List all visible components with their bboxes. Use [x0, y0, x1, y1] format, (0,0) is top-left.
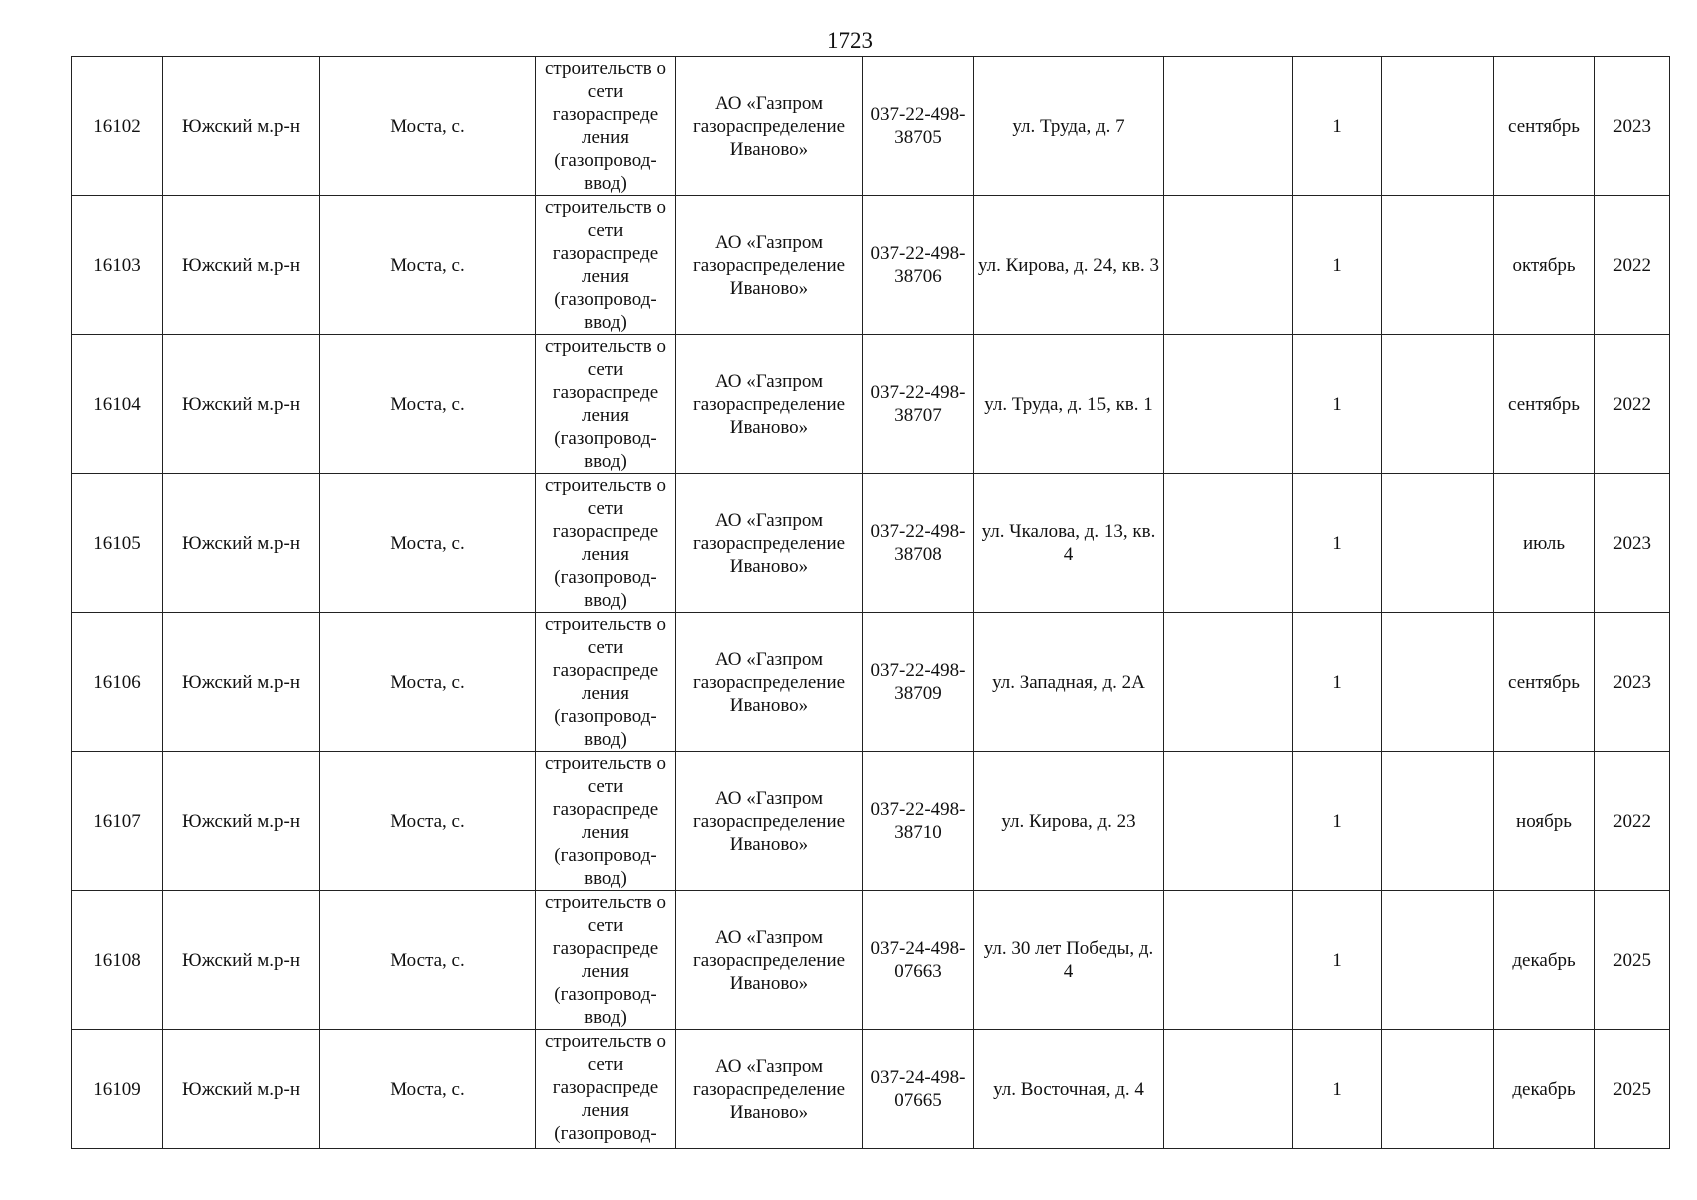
- quantity-cell: 1: [1293, 335, 1382, 474]
- year-cell: 2022: [1595, 335, 1670, 474]
- quantity-cell: 1: [1293, 613, 1382, 752]
- code-cell: 037-24-498-07665: [863, 1030, 974, 1149]
- district-cell: Южский м.р-н: [163, 335, 320, 474]
- work-type-cell: строительств о сети газораспреде ления (газопровод-ввод): [536, 752, 676, 891]
- work-type-cell: строительств о сети газораспреде ления (газопровод-: [536, 1030, 676, 1149]
- code-cell: 037-22-498-38707: [863, 335, 974, 474]
- code-cell: 037-22-498-38705: [863, 57, 974, 196]
- empty-cell: [1382, 57, 1494, 196]
- year-cell: 2022: [1595, 196, 1670, 335]
- quantity-cell: 1: [1293, 752, 1382, 891]
- year-cell: 2025: [1595, 1030, 1670, 1149]
- organization-cell: АО «Газпром газораспределение Иваново»: [676, 57, 863, 196]
- district-cell: Южский м.р-н: [163, 1030, 320, 1149]
- table-row: [72, 474, 1670, 613]
- empty-cell: [1164, 891, 1293, 1030]
- empty-cell: [1164, 613, 1293, 752]
- record-id-cell: 16109: [72, 1030, 163, 1149]
- table-row: [72, 57, 1670, 196]
- table-row: [72, 613, 1670, 752]
- quantity-cell: 1: [1293, 57, 1382, 196]
- month-cell: декабрь: [1494, 1030, 1595, 1149]
- address-cell: ул. Западная, д. 2А: [974, 613, 1164, 752]
- month-cell: июль: [1494, 474, 1595, 613]
- quantity-cell: 1: [1293, 1030, 1382, 1149]
- organization-cell: АО «Газпром газораспределение Иваново»: [676, 613, 863, 752]
- empty-cell: [1164, 57, 1293, 196]
- empty-cell: [1164, 196, 1293, 335]
- month-cell: сентябрь: [1494, 613, 1595, 752]
- organization-cell: АО «Газпром газораспределение Иваново»: [676, 891, 863, 1030]
- organization-cell: АО «Газпром газораспределение Иваново»: [676, 752, 863, 891]
- empty-cell: [1164, 474, 1293, 613]
- empty-cell: [1382, 474, 1494, 613]
- record-id-cell: 16102: [72, 57, 163, 196]
- page-number: 1723: [827, 28, 873, 53]
- organization-cell: АО «Газпром газораспределение Иваново»: [676, 335, 863, 474]
- table-body: [72, 57, 1670, 1149]
- code-cell: 037-22-498-38709: [863, 613, 974, 752]
- work-type-cell: строительств о сети газораспреде ления (газопровод-ввод): [536, 613, 676, 752]
- work-type-cell: строительств о сети газораспреде ления (газопровод-ввод): [536, 196, 676, 335]
- quantity-cell: 1: [1293, 196, 1382, 335]
- empty-cell: [1164, 1030, 1293, 1149]
- code-cell: 037-22-498-38710: [863, 752, 974, 891]
- district-cell: Южский м.р-н: [163, 196, 320, 335]
- empty-cell: [1382, 752, 1494, 891]
- record-id-cell: 16106: [72, 613, 163, 752]
- work-type-cell: строительств о сети газораспреде ления (газопровод-ввод): [536, 474, 676, 613]
- record-id-cell: 16105: [72, 474, 163, 613]
- record-id-cell: 16108: [72, 891, 163, 1030]
- record-id-cell: 16107: [72, 752, 163, 891]
- quantity-cell: 1: [1293, 891, 1382, 1030]
- year-cell: 2022: [1595, 752, 1670, 891]
- empty-cell: [1382, 335, 1494, 474]
- month-cell: декабрь: [1494, 891, 1595, 1030]
- empty-cell: [1164, 752, 1293, 891]
- locality-cell: Моста, с.: [320, 1030, 536, 1149]
- district-cell: Южский м.р-н: [163, 891, 320, 1030]
- month-cell: сентябрь: [1494, 57, 1595, 196]
- locality-cell: Моста, с.: [320, 335, 536, 474]
- code-cell: 037-22-498-38708: [863, 474, 974, 613]
- code-cell: 037-24-498-07663: [863, 891, 974, 1030]
- empty-cell: [1164, 335, 1293, 474]
- work-type-cell: строительств о сети газораспреде ления (газопровод-ввод): [536, 57, 676, 196]
- locality-cell: Моста, с.: [320, 196, 536, 335]
- table-row: [72, 1030, 1670, 1149]
- address-cell: ул. Труда, д. 7: [974, 57, 1164, 196]
- registry-table: [71, 56, 1670, 1149]
- table-row: [72, 196, 1670, 335]
- year-cell: 2023: [1595, 474, 1670, 613]
- district-cell: Южский м.р-н: [163, 613, 320, 752]
- year-cell: 2025: [1595, 891, 1670, 1030]
- address-cell: ул. Чкалова, д. 13, кв. 4: [974, 474, 1164, 613]
- month-cell: сентябрь: [1494, 335, 1595, 474]
- year-cell: 2023: [1595, 613, 1670, 752]
- address-cell: ул. Кирова, д. 24, кв. 3: [974, 196, 1164, 335]
- work-type-cell: строительств о сети газораспреде ления (газопровод-ввод): [536, 891, 676, 1030]
- organization-cell: АО «Газпром газораспределение Иваново»: [676, 1030, 863, 1149]
- address-cell: ул. Кирова, д. 23: [974, 752, 1164, 891]
- empty-cell: [1382, 1030, 1494, 1149]
- address-cell: ул. 30 лет Победы, д. 4: [974, 891, 1164, 1030]
- locality-cell: Моста, с.: [320, 752, 536, 891]
- locality-cell: Моста, с.: [320, 891, 536, 1030]
- record-id-cell: 16104: [72, 335, 163, 474]
- address-cell: ул. Труда, д. 15, кв. 1: [974, 335, 1164, 474]
- quantity-cell: 1: [1293, 474, 1382, 613]
- month-cell: октябрь: [1494, 196, 1595, 335]
- locality-cell: Моста, с.: [320, 474, 536, 613]
- record-id-cell: 16103: [72, 196, 163, 335]
- district-cell: Южский м.р-н: [163, 474, 320, 613]
- locality-cell: Моста, с.: [320, 613, 536, 752]
- work-type-cell: строительств о сети газораспреде ления (газопровод-ввод): [536, 335, 676, 474]
- locality-cell: Моста, с.: [320, 57, 536, 196]
- empty-cell: [1382, 196, 1494, 335]
- empty-cell: [1382, 891, 1494, 1030]
- address-cell: ул. Восточная, д. 4: [974, 1030, 1164, 1149]
- table-row: [72, 752, 1670, 891]
- district-cell: Южский м.р-н: [163, 57, 320, 196]
- year-cell: 2023: [1595, 57, 1670, 196]
- code-cell: 037-22-498-38706: [863, 196, 974, 335]
- district-cell: Южский м.р-н: [163, 752, 320, 891]
- table-row: [72, 335, 1670, 474]
- organization-cell: АО «Газпром газораспределение Иваново»: [676, 474, 863, 613]
- empty-cell: [1382, 613, 1494, 752]
- month-cell: ноябрь: [1494, 752, 1595, 891]
- table-row: [72, 891, 1670, 1030]
- organization-cell: АО «Газпром газораспределение Иваново»: [676, 196, 863, 335]
